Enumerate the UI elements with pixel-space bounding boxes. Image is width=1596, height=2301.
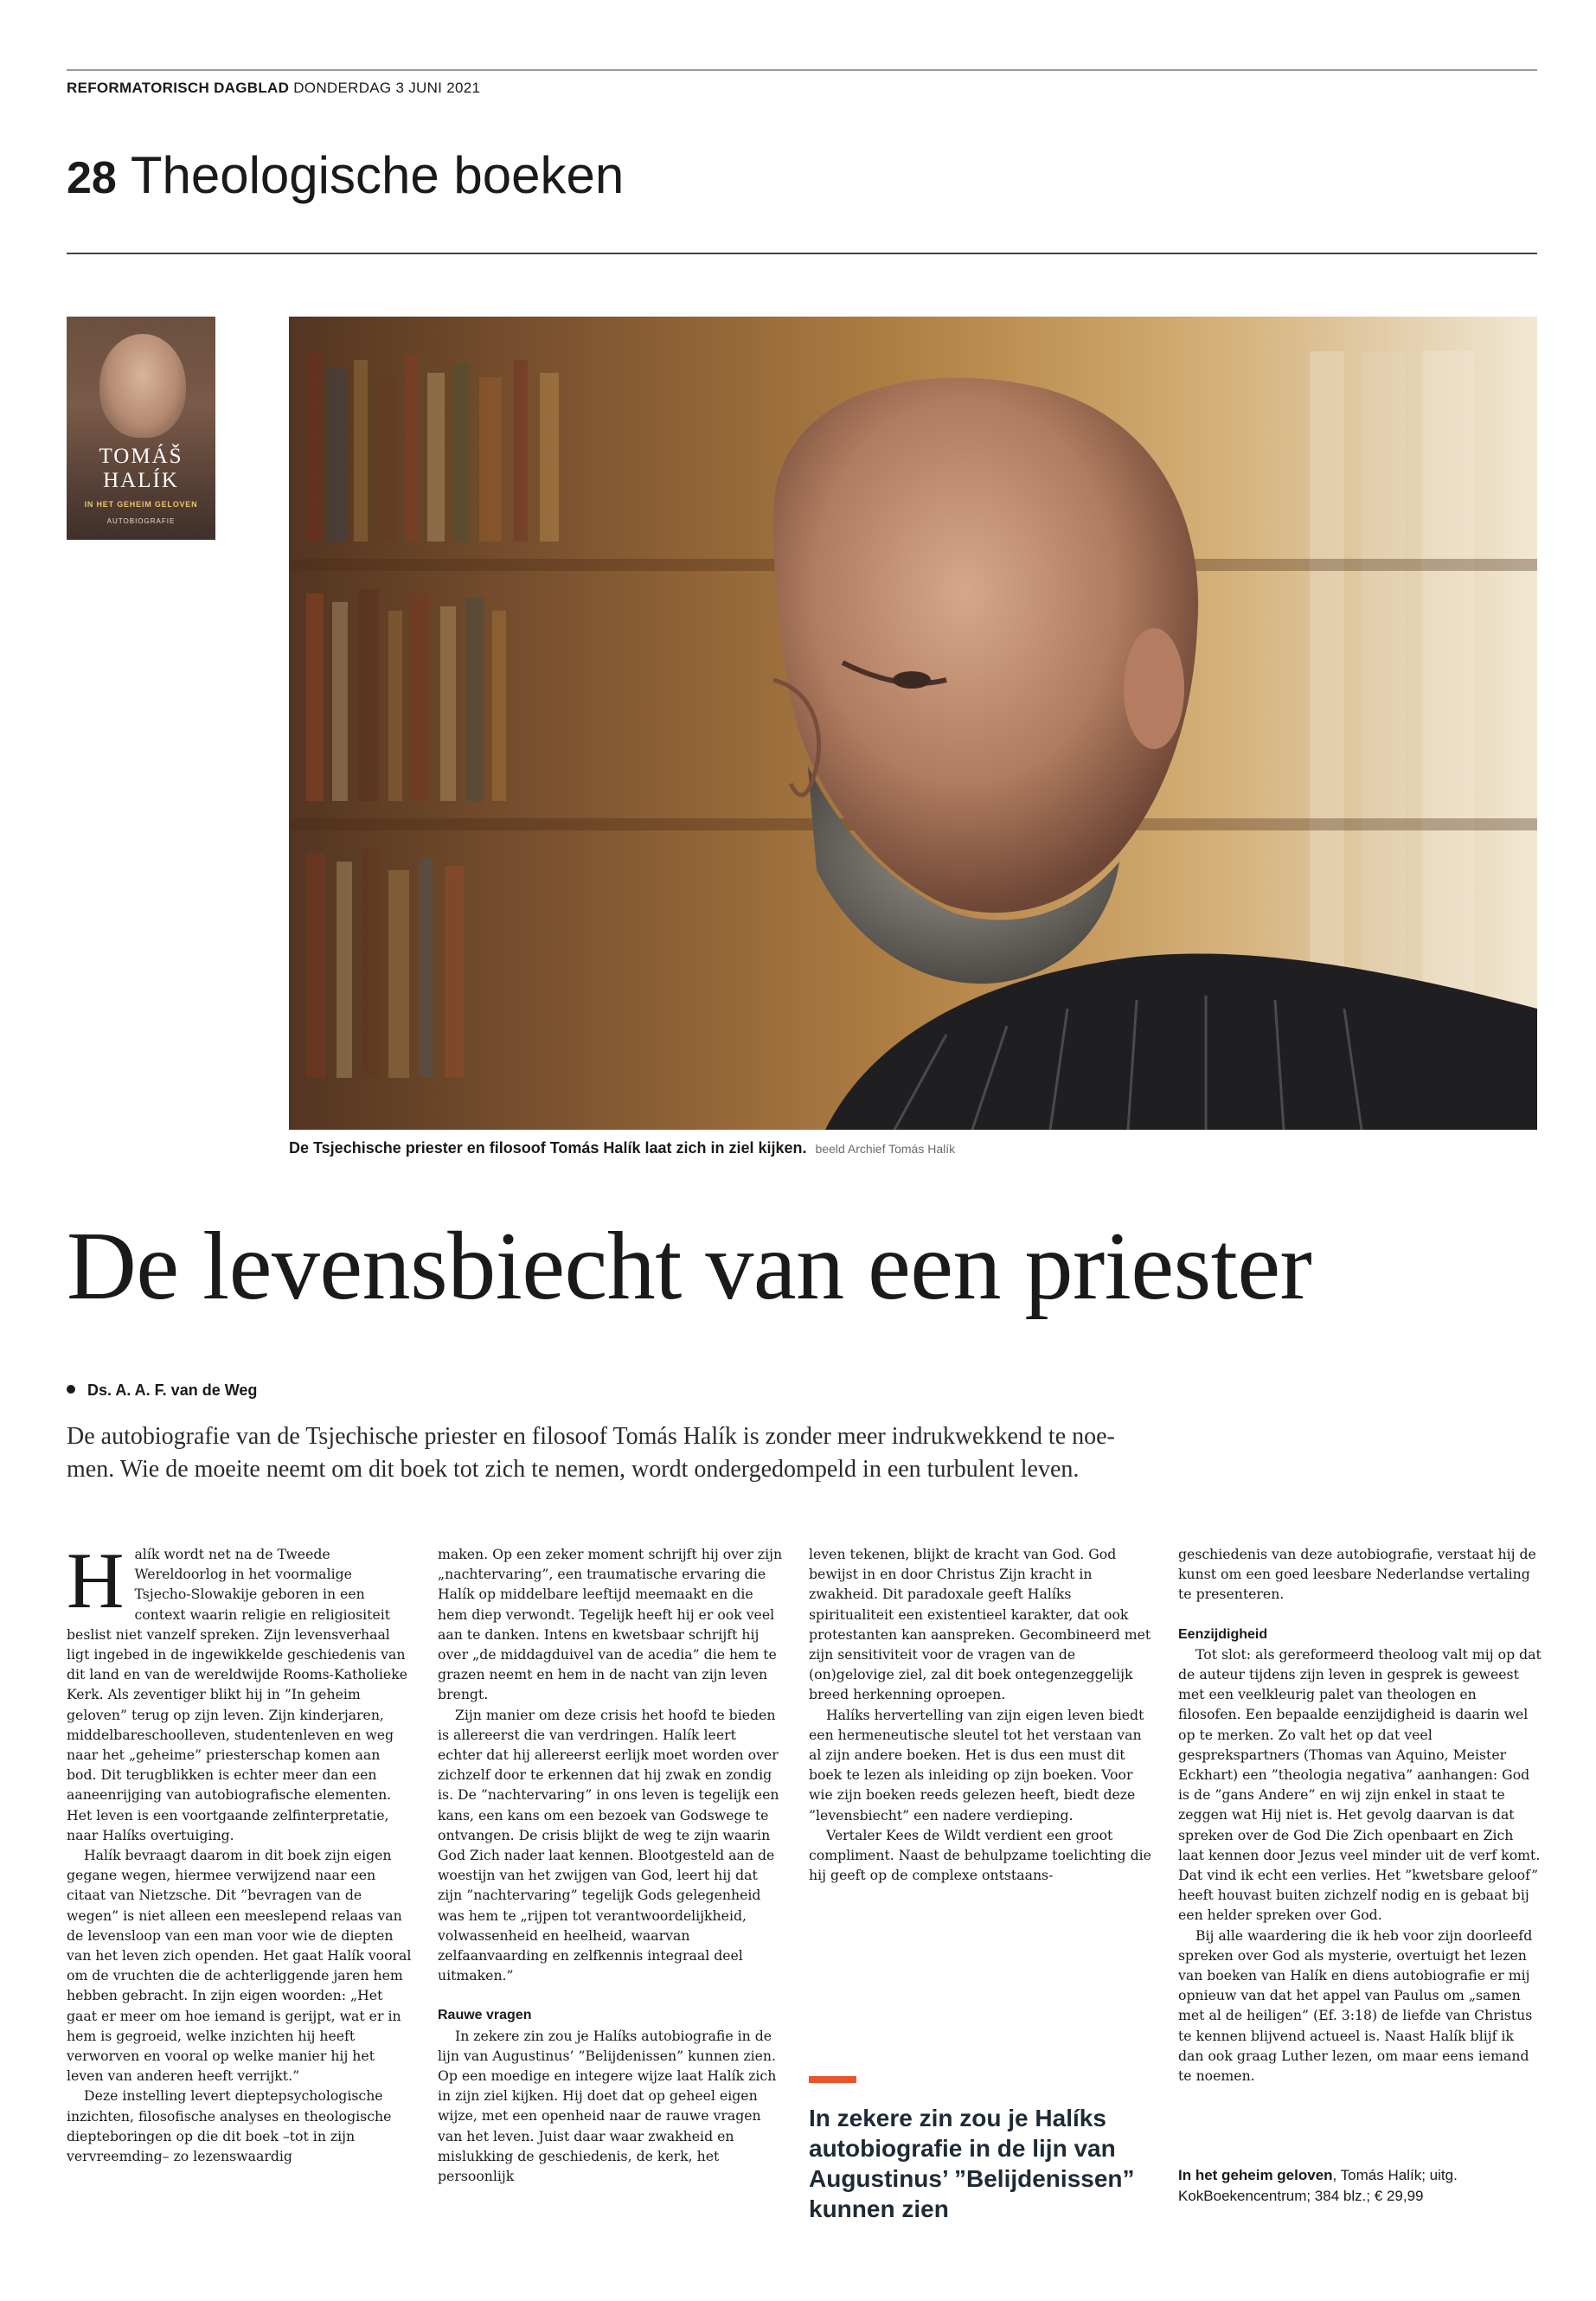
paragraph: Bij alle waardering die ik heb voor zijn doorleefd spreken over God als mysterie, overtuigt het lezen van boeken van Halík en diens autobiografie er mij opnieuw van dat het appel van Paulus om „samen met al de heiligen” (Ef. 3:18) de liefde van Christus te kennen blijvend actueel is. Naast Halík blijf ik dan ook graag Luther lezen, om maar eens iemand te noemen. [1178, 1926, 1533, 2085]
caption-text: De Tsjechische priester en filosoof Tomás Halík laat zich in ziel kijken. [289, 1139, 807, 1157]
cover-subtitle: AUTOBIOGRAFIE [106, 517, 176, 525]
photo-caption [289, 1139, 955, 1157]
paragraph: Deze instelling levert dieptepsychologische inzichten, filosofische analyses en theologische diepteboringen op die dit boek –tot in zijn vervreemding– zo lezenswaardig [67, 2087, 392, 2165]
lead-line-1: De autobiografie van de Tsjechische priester en filosoof Tomás Halík is zonder meer indrukwekkend te noe- [67, 1423, 1115, 1450]
cover-author-first: TOMÁŠ [99, 445, 183, 468]
author-name: Ds. A. A. F. van de Weg [87, 1381, 258, 1399]
paragraph: maken. Op een zeker moment schrijft hij over zijn „nachtervaring”, een traumatische ervaring die Halík op middelbare leeftijd meemaakt en die hem diep verwondt. Tegelijk heeft hij er ook veel aan te danken. Intens en kwetsbaar schrijft hij over „de middagduivel van de acedia” die hem te grazen neemt en hem in de nacht van zijn leven brengt. [438, 1546, 783, 1703]
section-header [67, 145, 624, 205]
bullet-icon [67, 1385, 75, 1394]
paragraph: geschiedenis van deze autobiografie, verstaat hij de kunst om een goed leesbare Nederlandse vertaling te presenteren. [1178, 1546, 1536, 1603]
page-number: 28 [67, 153, 117, 203]
newspaper-name: REFORMATORISCH DAGBLAD [67, 80, 290, 96]
drop-cap: H [67, 1536, 125, 1625]
article-headline: De levensbiecht van een priester [67, 1213, 1312, 1320]
body-column-1 [67, 1536, 413, 2166]
book-info [1178, 2165, 1542, 2207]
paragraph: Vertaler Kees de Wildt verdient een groot compliment. Naast de behulpzame toelichting die hij geeft op de complexe ontstaans- [809, 1826, 1151, 1884]
paragraph: In zekere zin zou je Halíks autobiografie in de lijn van Augustinus’ ”Belijdenissen” kunnen zien. Op een moedige en integere wijze laat Halík zich in zijn ziel kijken. Hij doet dat op geheel eigen wijze, met een openheid naar de rauwe vragen van het leven. Juist daar waar zwakheid en mislukking de geschiedenis, de kerk, het persoonlijk [438, 2027, 777, 2185]
photo-credit: beeld Archief Tomás Halík [815, 1142, 956, 1156]
issue-date: DONDERDAG 3 JUNI 2021 [293, 80, 481, 96]
portrait-illustration [289, 317, 1537, 1130]
paragraph: Zijn manier om deze crisis het hoofd te bieden is allereerst die van verdringen. Halík leert echter dat hij allereerst eerlijk moet worden over zichzelf door te erkennen dat hij zwak en zondig is. De ”nachtervaring” in ons leven is tegelijk een kans, een kans om een bezoek van Godswege te ontvangen. De crisis blijkt de weg te zijn waarin God Zich nader laat kennen. Blootgesteld aan de woestijn van het zwijgen van God, leert hij dat zijn ”nachtervaring” tegelijk Gods gelegenheid was hem te „rijpen tot verantwoordelijkheid, volwassenheid en heelheid, waarvan zelfaanvaarding en zelfkennis integraal deel uitmaken.” [438, 1706, 779, 1984]
masthead [67, 80, 480, 97]
byline [67, 1381, 257, 1400]
lead-line-2: men. Wie de moeite neemt om dit boek tot zich te nemen, wordt ondergedompeld in een turbulent leven. [67, 1456, 1080, 1483]
paragraph: leven tekenen, blijkt de kracht van God. God bewijst in en door Christus Zijn kracht in zwakheid. Dit paradoxale geeft Halíks spiritualiteit een existentieel karakter, dat ook protestanten kan aanspreken. Gecombineerd met zijn sensitiviteit voor de vragen van de (on)gelovige ziel, zal dit boek ontegenzeggelijk breed herkenning oproepen. [809, 1546, 1151, 1703]
body-column-2 [438, 1544, 784, 2186]
paragraph: alík wordt net na de Tweede Wereldoorlog in het voormalige Tsjecho-Slowakije geboren in een context waarin religie en religiositeit beslist niet vanzelf spreken. Zijn levensverhaal ligt ingebed in de ingewikkelde geschiedenis van dit land en van de wereldwijde Rooms-Katholieke Kerk. Als zeventiger blikt hij in ”In geheim geloven” terug op zijn leven. Zijn kinderjaren, middelbareschoolleven, studentenleven en weg naar het „geheime” priesterschap komen aan bod. Dit terugblikken is echter meer dan een aaneenrijging van autobiografische elementen. Het leven is een voortgaande zelfinterpretatie, naar Halíks overtuiging. [67, 1546, 407, 1843]
book-title: In het geheim geloven [1178, 2167, 1333, 2183]
body-column-4 [1178, 1544, 1542, 2086]
paragraph: Tot slot: als gereformeerd theoloog valt mij op dat de auteur tijdens zijn leven in gesprek is geweest met een veelkleurig palet van theologen en filosofen. Een bepaalde eenzijdigheid is daarin wel op te merken. Zo valt het op dat veel gesprekspartners (Thomas van Aquino, Meister Eckhart) een ”theologia negativa” aanhangen: God is de ”gans Andere” en wij zijn enkel in staat te zeggen wat Hij niet is. Het gevolg daarvan is dat spreken over de God Die Zich openbaart en Zich laat kennen door Jezus veel minder uit de verf komt. Dat vind ik echt een verlies. Het ”kwetsbare geloof” heeft houvast buiten zichzelf nodig en is gebaat bij een helder spreken over God. [1178, 1645, 1542, 1924]
book-cover-image [67, 317, 215, 540]
body-column-3 [809, 1544, 1155, 1885]
section-title: Theologische boeken [130, 146, 625, 204]
portrait-photo [289, 317, 1537, 1130]
paragraph: Halík bevraagt daarom in dit boek zijn eigen gegane wegen, hiermee verwijzend naar een citaat van Nietzsche. Dit ”bevragen van de wegen” is niet alleen een meeslepend relaas van de levensloop van een man voor wie de diepten van het leven zich openden. Het gaat Halík vooral om de vruchten die de achterliggende jaren hem hebben gebracht. In zijn eigen woorden: „Het gaat er meer om hoe iemand is gerijpt, wat er in hem is gegroeid, welke inzichten hij heeft verworven en vooral op welke manier hij het leven van anderen heeft verrijkt.” [67, 1847, 412, 2085]
cover-author-last: HALÍK [103, 469, 179, 492]
book-details: , Tomás Halík; uitg. KokBoekencentrum; 384 blz.; € 29,99 [1178, 2167, 1458, 2204]
subheading-rauwe-vragen: Rauwe vragen [438, 2008, 532, 2023]
subheading-eenzijdigheid: Eenzijdigheid [1178, 1626, 1268, 1642]
pull-quote-accent-bar [809, 2076, 856, 2083]
section-rule [67, 253, 1537, 254]
author-portrait-thumbnail [99, 334, 186, 438]
article-lead [67, 1420, 1321, 1486]
top-rule [67, 69, 1537, 71]
paragraph: Halíks hervertelling van zijn eigen leven biedt een hermeneutische sleutel tot het verstaan van al zijn andere boeken. Het is dus een must dit boek te lezen als inleiding op zijn boeken. Voor wie zijn boeken reeds gelezen heeft, biedt deze ”levensbiecht” een nadere verdieping. [809, 1706, 1144, 1823]
pull-quote: In zekere zin zou je Halíks autobiografie in de lijn van Augustinus’ ”Belijdenissen” kunnen zien [809, 2105, 1135, 2222]
cover-title: IN HET GEHEIM GELOVEN [84, 500, 198, 509]
